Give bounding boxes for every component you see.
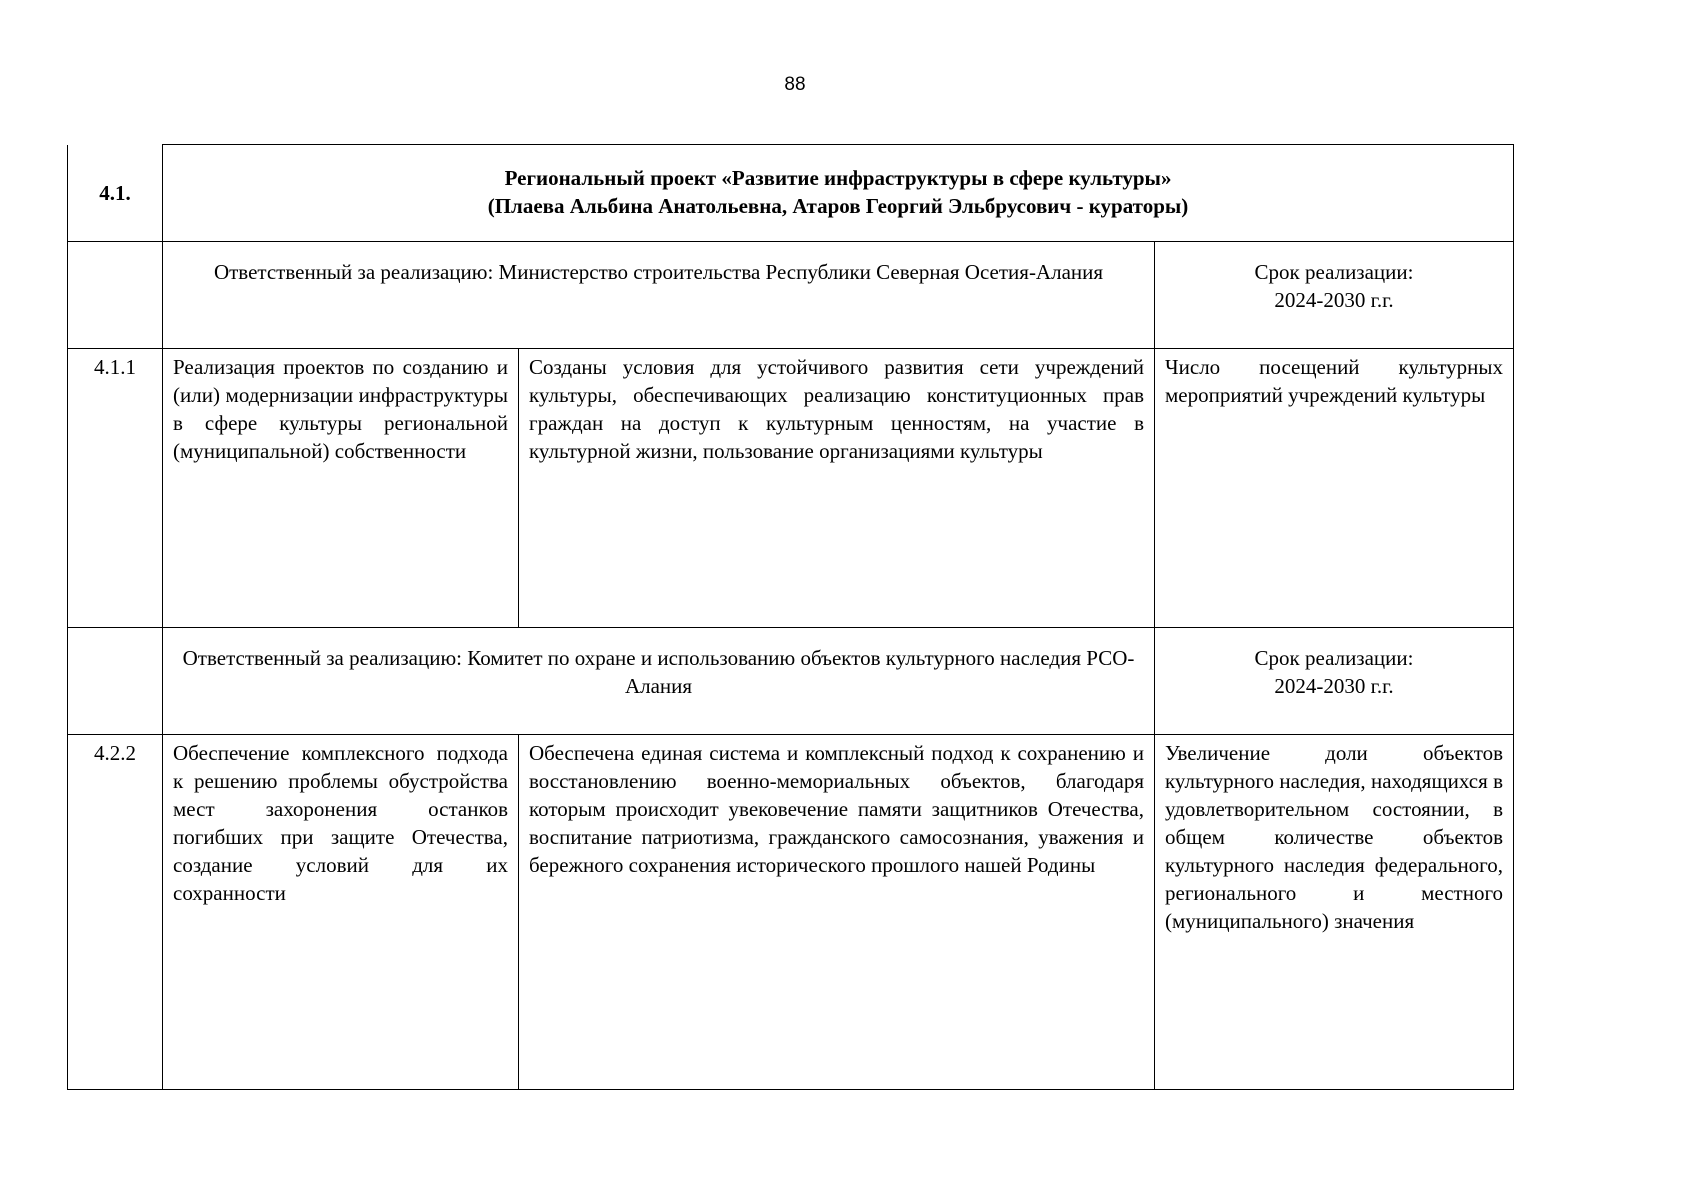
section-title-line2: (Плаева Альбина Анатольевна, Атаров Георгий Эльбрусович - кураторы) <box>487 193 1189 218</box>
responsible-cell: Ответственный за реализацию: Министерство строительства Республики Северная Осетия-Алания <box>163 241 1155 348</box>
task-row <box>68 734 1514 1089</box>
section-title <box>163 145 1514 242</box>
term-cell <box>1155 241 1514 348</box>
project-table <box>67 144 1514 1090</box>
term-label: Срок реализации: <box>1254 259 1414 284</box>
empty-number-cell <box>68 241 163 348</box>
task-name: Реализация проектов по созданию и (или) модернизации инфраструктуры в сфере культуры региональной (муниципальной) собственности <box>163 348 519 627</box>
task-indicator: Увеличение доли объектов культурного наследия, находящихся в удовлетворительном состоянии, в общем количестве объектов культурного наследия федерального, регионального и местного (муниципального) значения <box>1155 734 1514 1089</box>
task-result: Обеспечена единая система и комплексный подход к сохранению и восстановлению военно-мемориальных объектов, благодаря которым происходит увековечение памяти защитников Отечества, воспитание патриотизма, гражданского самосознания, уважения и бережного сохранения исторического прошлого нашей Родины <box>519 734 1155 1089</box>
section-header-row <box>68 145 1514 242</box>
term-label: Срок реализации: <box>1254 645 1414 670</box>
term-value: 2024-2030 г.г. <box>1274 287 1394 312</box>
task-number: 4.1.1 <box>68 348 163 627</box>
term-value: 2024-2030 г.г. <box>1274 673 1394 698</box>
task-number: 4.2.2 <box>68 734 163 1089</box>
term-cell <box>1155 627 1514 734</box>
task-name: Обеспечение комплексного подхода к решению проблемы обустройства мест захоронения останков погибших при защите Отечества, создание условий для их сохранности <box>163 734 519 1089</box>
task-row <box>68 348 1514 627</box>
section-title-line1: Региональный проект «Развитие инфраструктуры в сфере культуры» <box>504 165 1172 190</box>
responsible-cell: Ответственный за реализацию: Комитет по охране и использованию объектов культурного наследия РСО-Алания <box>163 627 1155 734</box>
empty-number-cell <box>68 627 163 734</box>
task-indicator: Число посещений культурных мероприятий учреждений культуры <box>1155 348 1514 627</box>
page-number: 88 <box>784 74 806 95</box>
responsible-row <box>68 627 1514 734</box>
section-number: 4.1. <box>68 145 163 242</box>
task-result: Созданы условия для устойчивого развития сети учреждений культуры, обеспечивающих реализацию конституционных прав граждан на доступ к культурным ценностям, на участие в культурной жизни, пользование организациями культуры <box>519 348 1155 627</box>
responsible-row <box>68 241 1514 348</box>
